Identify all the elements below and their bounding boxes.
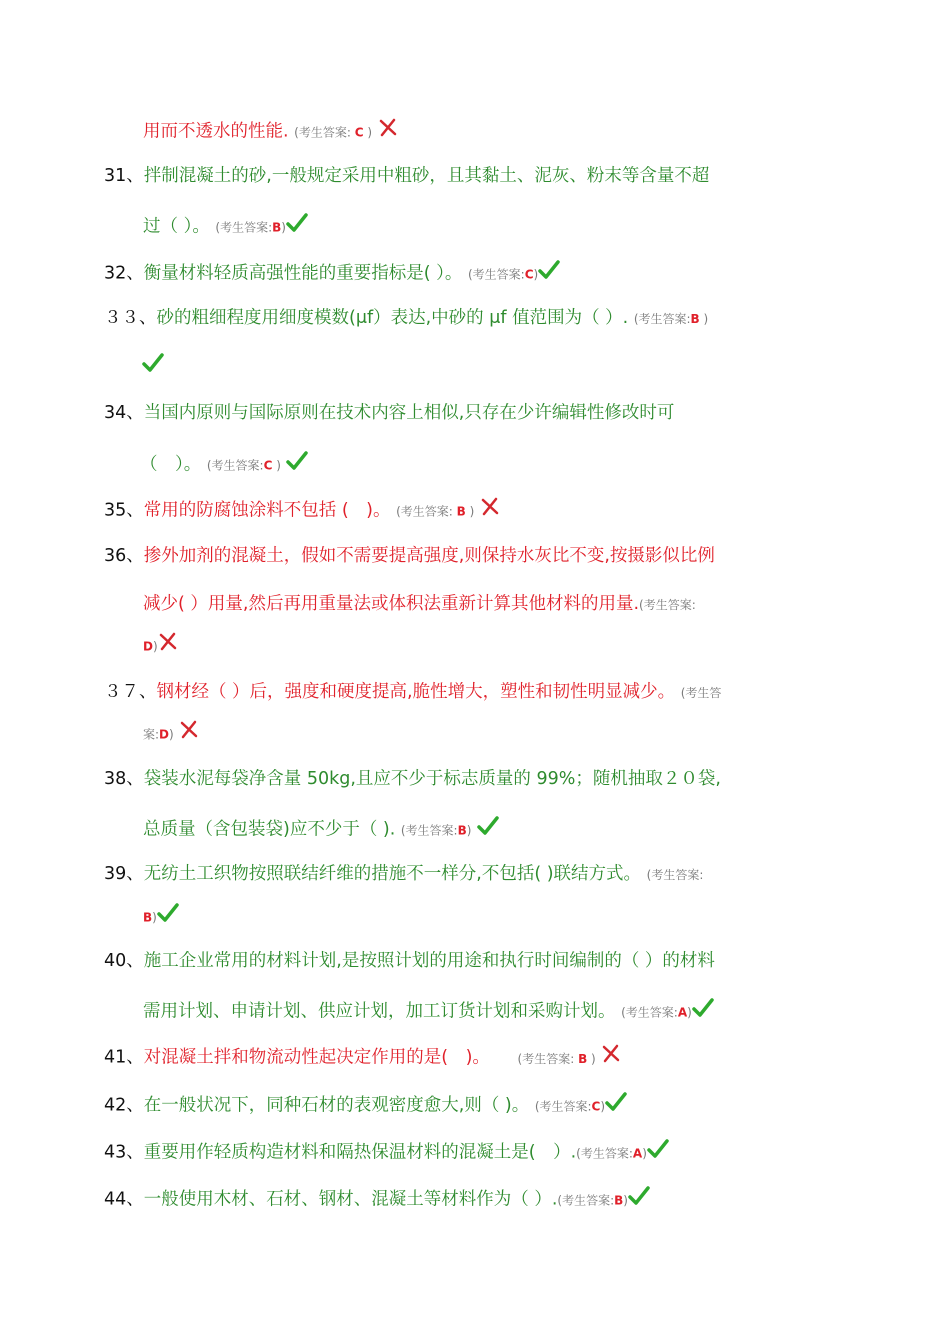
student-answer-label: (考生答案:C ) (206, 458, 281, 473)
student-answer-label: (考生答案:B) (557, 1193, 628, 1208)
student-answer-label: (考生答案:B ) (633, 312, 709, 326)
question-number: 36、 (104, 546, 144, 566)
question-number: 32、 (104, 263, 144, 284)
question-text: 施工企业常用的材料计划,是按照计划的用途和执行时间编制的（ ）的材料 (143, 951, 715, 971)
question-text: 钢材经（ ）后，强度和硬度提高,脆性增大，塑性和韧性明显减少。 (156, 682, 676, 702)
student-answer-letter: D (159, 727, 170, 742)
student-answer-label: (考生答案: (646, 868, 704, 882)
question-36-answer: D) (143, 632, 178, 659)
question-number: 35、 (104, 500, 144, 521)
question-text: 当国内原则与国际原则在技术内容上相似,只存在少许编辑性修改时可 (143, 403, 675, 423)
question-text: 掺外加剂的混凝土，假如不需要提高强度,则保持水灰比不变,按摄影似比例 (143, 546, 715, 566)
question-text: 一般使用木材、石材、钢材、混凝土等材料作为（ ）. (143, 1189, 558, 1210)
student-answer-letter: D (143, 639, 153, 654)
question-number: 44、 (104, 1189, 144, 1210)
question-38 (104, 767, 721, 791)
question-36-line-2 (143, 592, 696, 617)
question-number: 38、 (104, 769, 144, 789)
student-answer-letter: B (143, 910, 153, 925)
question-40 (104, 949, 715, 973)
question-number: ３３、 (104, 308, 157, 328)
checkmark-icon (477, 815, 499, 844)
checkmark-icon (286, 212, 308, 241)
question-37 (104, 680, 721, 705)
question-44 (104, 1185, 650, 1214)
student-answer-label: (考生答案: C ) (294, 125, 373, 140)
question-text: 袋装水泥每袋净含量 50kg,且应不少于标志质量的 99%；随机抽取２０袋, (143, 769, 721, 789)
question-number: 40、 (104, 951, 144, 971)
question-text: （ ）。 (140, 454, 202, 475)
checkmark-icon (692, 997, 714, 1026)
student-answer-label: (考生答案: B ) (517, 1051, 596, 1066)
question-text: 用而不透水的性能. (143, 121, 289, 142)
question-35 (104, 497, 500, 524)
student-answer-label: (考生答 (680, 686, 722, 700)
checkmark-icon (286, 450, 308, 479)
question-30-line-2 (143, 118, 398, 145)
cross-icon (158, 632, 178, 659)
student-answer-label: (考生答案: B ) (396, 504, 475, 519)
cross-icon (601, 1044, 621, 1071)
question-number: 41、 (104, 1047, 144, 1068)
question-43 (104, 1138, 669, 1167)
question-42 (104, 1091, 627, 1120)
question-33 (104, 306, 708, 331)
question-number: 43、 (104, 1142, 144, 1163)
question-32 (104, 259, 560, 288)
question-text: 无纺土工织物按照联结纤维的措施不一样分,不包括( )联结方式。 (143, 864, 642, 884)
question-text: 需用计划、申请计划、供应计划，加工订货计划和采购计划。 (143, 1001, 616, 1022)
question-40-line-2 (143, 997, 714, 1026)
question-39-answer: B) (143, 902, 179, 931)
checkmark-icon (142, 352, 164, 381)
question-number: 34、 (104, 403, 144, 423)
question-text: 过（ ）。 (143, 216, 210, 237)
student-answer-label: (考生答案:C) (534, 1099, 606, 1114)
question-31-line-2 (143, 212, 308, 241)
checkmark-icon (628, 1185, 650, 1214)
checkmark-icon (647, 1138, 669, 1167)
question-text: 总质量（含包装袋)应不少于（ ). (143, 819, 396, 840)
student-answer-label: (考生答案:C) (468, 267, 539, 282)
student-answer-label: (考生答案: (639, 598, 696, 612)
checkmark-icon (605, 1091, 627, 1120)
question-number: ３７、 (104, 682, 157, 702)
question-41 (104, 1044, 621, 1071)
checkmark-icon (157, 902, 179, 931)
question-text: 减少( ）用量,然后再用重量法或体积法重新计算其他材料的用量. (143, 594, 640, 614)
question-34 (104, 401, 674, 425)
question-number: 42、 (104, 1095, 144, 1116)
student-answer-label: (考生答案:B) (400, 823, 472, 838)
cross-icon (378, 118, 398, 145)
student-answer-label: (考生答案:A) (621, 1005, 692, 1020)
question-number: 39、 (104, 864, 144, 884)
question-text: 砂的粗细程度用细度模数(μf）表达,中砂的 μf 值范围为（ ）. (156, 308, 629, 328)
question-36 (104, 544, 715, 568)
question-text: 在一般状况下，同种石材的表观密度愈大,则（ )。 (143, 1095, 530, 1116)
student-answer-label: (考生答案:B) (215, 220, 286, 235)
question-38-line-2 (143, 815, 499, 844)
cross-icon (179, 720, 199, 747)
question-text: 拌制混凝土的砂,一般规定采用中粗砂，且其黏土、泥灰、粉末等含量不超 (143, 166, 710, 186)
student-answer-label: (考生答案:A) (576, 1146, 647, 1161)
question-text: 常用的防腐蚀涂料不包括 ( )。 (143, 500, 391, 521)
question-37-answer: 案:D) (143, 720, 199, 747)
question-33-mark (142, 352, 164, 381)
question-text: 重要用作轻质构造材料和隔热保温材料的混凝土是( ）. (143, 1142, 577, 1163)
question-text: 衡量材料轻质高强性能的重要指标是( ）。 (143, 263, 463, 284)
question-34-line-2 (140, 450, 308, 479)
checkmark-icon (538, 259, 560, 288)
question-31 (104, 164, 709, 188)
question-39 (104, 862, 703, 887)
question-text: 对混凝土拌和物流动性起决定作用的是( )。 (143, 1047, 490, 1068)
cross-icon (480, 497, 500, 524)
question-number: 31、 (104, 166, 144, 186)
